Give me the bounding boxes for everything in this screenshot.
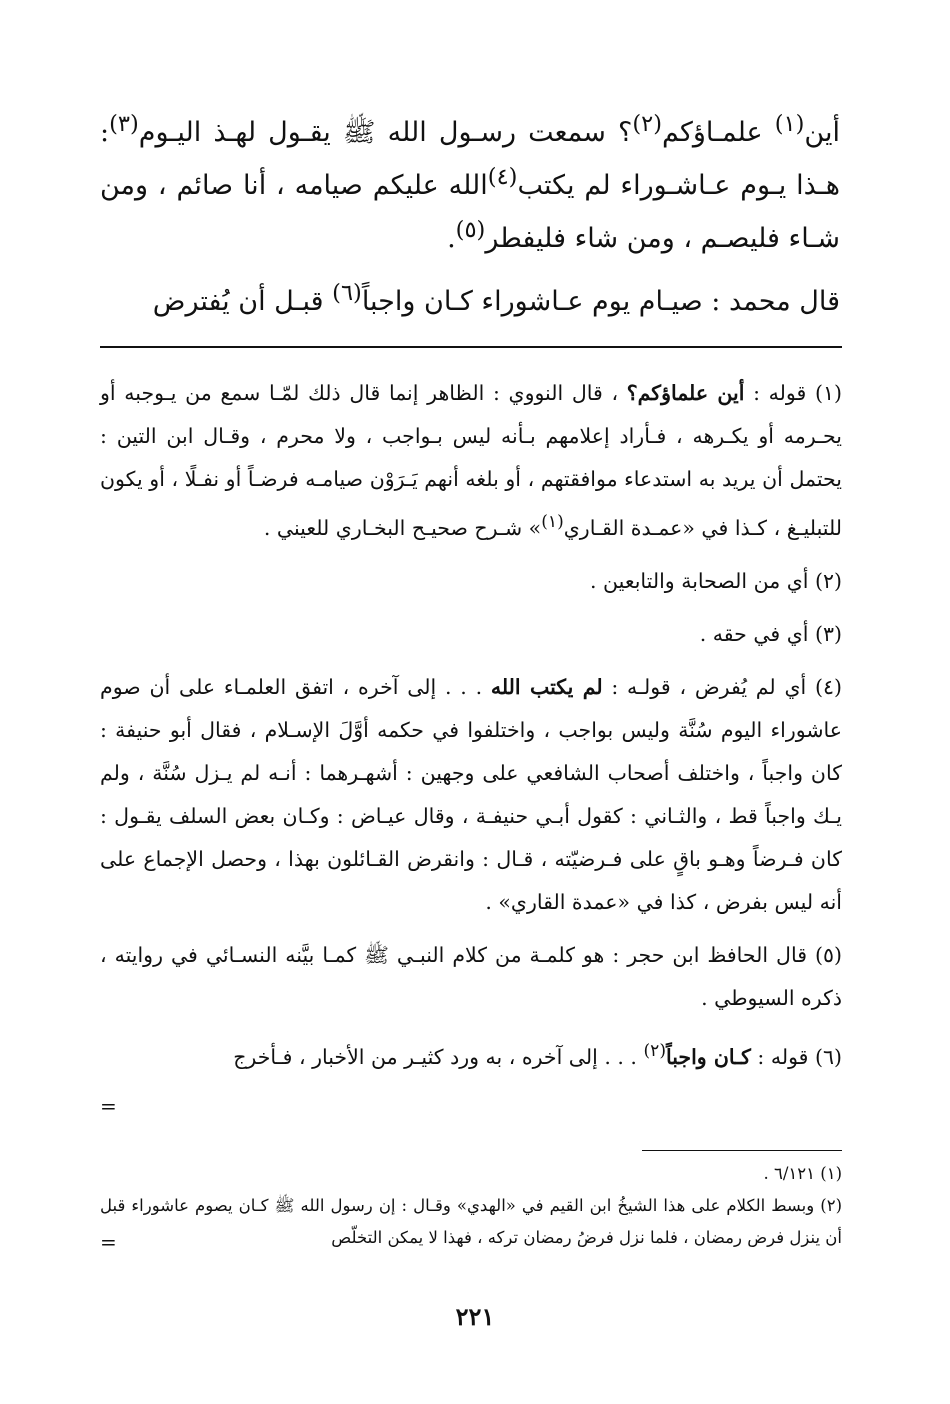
text-span: علمـاؤكم — [662, 117, 775, 148]
footnote-ref: (١) — [774, 111, 805, 137]
sub-footnote-ref: (٢) — [643, 1040, 666, 1061]
footnote-ref: (٦) — [332, 280, 362, 306]
footnote-separator — [100, 346, 842, 348]
footnote-3: (٣) أي في حقه . — [699, 621, 842, 646]
sub-footnote-1: (١) ٦/١٢١ . — [763, 1164, 842, 1183]
text-span: ، قال النووي : الظاهر إنما قال ذلك لمّـا سمع من يـوجبه أو يحـرمه أو يكـرهه ، فـأراد إعلامهم بـأنه ليس بـواجب ، ولا محرم ، وقـال ابن التين : يحتمل أن يريد به استدعاء موافقتهم ، أو بلغه أنهم يَـرَوْن صيامـه فرضـاً أو نفـلًا ، أو يكون للتبليـغ ، كـذا في «عمـدة القـاري — [100, 381, 842, 540]
text-span: . . . إلى آخره ، به ورد كثيـر من الأخبار ، فـأخرج — [233, 1044, 644, 1069]
continuation-mark: = — [100, 1230, 117, 1254]
text-span: . . . إلى آخره ، اتفق العلمـاء على أن صوم عاشوراء اليوم سُنَّة وليس بواجب ، واختلفوا في حكمه أوَّلَ الإسـلام ، فقال أبو حنيفة : كان واجباً ، واختلف أصحاب الشافعي على وجهين : أشهـرهما : أنـه لم يـزل سُنَّة ، ولم يـك واجباً قط ، والثـاني : كقول أبـي حنيفـة ، وقال عيـاض : وكـان بعض السلف يقـول : كان فـرضاً وهـو باقٍ على فـرضيّته ، قـال : وانقرض القـائلون بهذا ، وحصل الإجماع على أنه ليس بفرض ، كذا في «عمدة القاري» . — [100, 674, 842, 914]
sub-footnote-separator — [642, 1150, 842, 1151]
quoted-phrase: كـان واجباً — [665, 1044, 751, 1069]
footnote-ref: (٢) — [632, 111, 662, 137]
footnote-ref: (٣) — [109, 111, 139, 137]
sub-footnote-ref: (١) — [541, 512, 564, 532]
note-number: (٤) — [814, 674, 842, 699]
text-span: : هـذا يـوم عـاشـوراء لم يكتب — [100, 117, 840, 201]
footnote-4 — [100, 666, 842, 924]
note-number: (١) — [814, 381, 842, 405]
text-span: قوله : — [744, 381, 815, 405]
main-paragraph-1 — [100, 102, 840, 261]
footnote-1 — [100, 372, 842, 550]
text-span: » شـرح صحيـح البخـاري للعيني . — [263, 515, 542, 540]
footnote-5: (٥) قال الحافظ ابن حجر : هو كلمـة من كلام النبـي ﷺ كمـا بيَّنه النسـائي في روايته ، ذكره السيوطي . — [100, 942, 842, 1010]
footnote-6 — [100, 1030, 842, 1079]
footnote-2: (٢) أي من الصحابة والتابعين . — [590, 568, 842, 593]
text-span: . — [447, 223, 456, 254]
text-span: قوله : — [750, 1044, 815, 1069]
main-paragraph-2 — [100, 271, 840, 324]
text-span: أي لم يُفرض ، قولـه : — [602, 674, 815, 699]
text-span: أين — [804, 117, 840, 148]
footnote-ref: (٥) — [455, 217, 486, 243]
text-span: قبـل أن يُفترض — [152, 286, 333, 317]
sub-footnotes — [100, 1158, 842, 1254]
page-number: ٢٢١ — [455, 1302, 495, 1331]
text-span: ؟ سمعت رسـول الله ﷺ يقـول لهـذ اليـوم — [138, 117, 633, 148]
text-span: الله عليكم صيامه ، أنا صائم ، ومن شـاء فليصـم ، ومن شاء فليفطر — [100, 170, 840, 254]
footnote-ref: (٤) — [487, 164, 518, 190]
continuation-mark: = — [100, 1094, 117, 1118]
note-number: (٦) — [814, 1044, 842, 1069]
footnotes — [100, 372, 842, 1079]
sub-footnote-2: (٢) وبسط الكلام على هذا الشيخُ ابن القيم في «الهدي» وقـال : إن رسول الله ﷺ كـان يصوم عاشوراء قبل أن ينزل فرض رمضان ، فلما نزل فرضُ رمضان تركه ، فهذا لا يمكن التخلّص — [100, 1196, 842, 1247]
main-text — [100, 102, 840, 324]
quoted-phrase: لم يكتب الله — [490, 674, 603, 699]
text-span: قال محمد : صيـام يوم عـاشوراء كـان واجباً — [361, 286, 840, 317]
quoted-phrase: أين علماؤكم؟ — [626, 381, 745, 405]
